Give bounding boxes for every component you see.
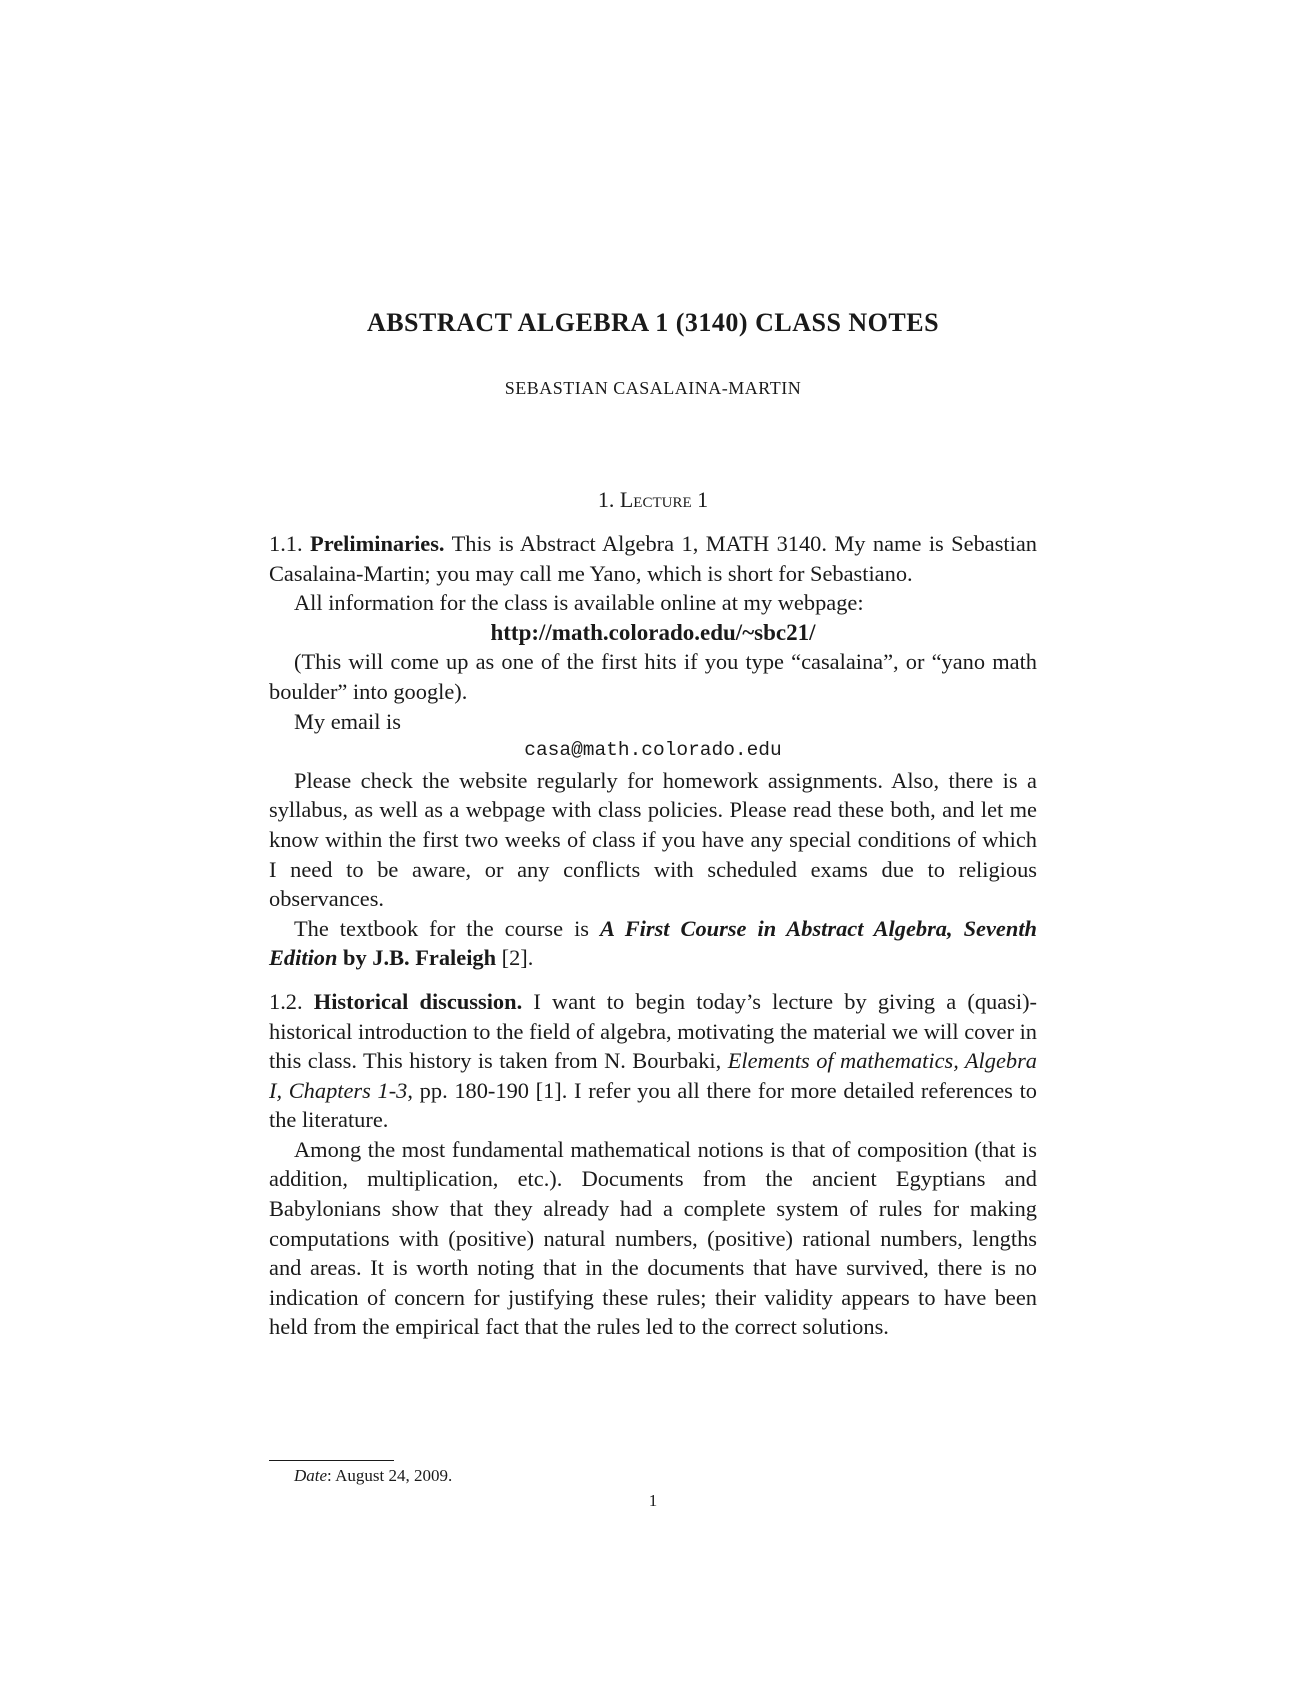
paragraph: Please check the website regularly for homework assignments. Also, there is a syllabus, as well as a webpage with class policies. Please read these both, and let me know within the first two weeks of class if you have any special conditions of which I need to be aware, or any conflicts with scheduled exams due to religious observances. xyxy=(269,767,1037,912)
footnote xyxy=(294,1466,452,1486)
reference-title: Elements of mathematics, Algebra I, Chapters 1-3 xyxy=(269,1048,1038,1103)
subsection-number: 1.2. xyxy=(269,988,303,1014)
footnote-text: : August 24, 2009. xyxy=(327,1466,453,1485)
page-number: 1 xyxy=(648,1491,658,1510)
paper-title: ABSTRACT ALGEBRA 1 (3140) CLASS NOTES xyxy=(366,308,940,337)
paragraph: All information for the class is available online at my webpage: xyxy=(294,590,864,616)
textbook-title: A First Course in Abstract Algebra, Seventh Edition xyxy=(269,915,1037,971)
section-number: 1. xyxy=(597,487,615,512)
paragraph: My email is xyxy=(294,708,401,734)
paragraph-post: , pp. 180-190 [1]. I refer you all there for more detailed references to the literature. xyxy=(269,1077,1037,1133)
paragraph: Among the most fundamental mathematical notions is that of composition (that is addition, multiplication, etc.). Documents from the ancient Egyptians and Babylonians show that they already had a complete system of rules for making computations with (positive) natural numbers, (positive) rational numbers, lengths and areas. It is worth noting that in the documents that have survived, there is no indication of concern for justifying these rules; their validity appears to have been held from the empirical fact that the rules led to the correct solutions. xyxy=(269,1136,1037,1340)
paragraph-textbook xyxy=(269,914,1037,973)
textbook-intro: The textbook for the course is xyxy=(294,915,601,941)
subsection-preliminaries xyxy=(269,529,1037,588)
footnote-rule xyxy=(269,1460,394,1461)
subsection-title: Historical discussion. xyxy=(313,988,523,1014)
footnote-label: Date xyxy=(294,1466,328,1485)
textbook-author: by J.B. Fraleigh xyxy=(337,945,497,971)
paragraph: (This will come up as one of the first hits if you type “casalaina”, or “yano math boulder” into google). xyxy=(269,649,1037,704)
subsection-historical xyxy=(269,987,1037,1135)
paragraph: This is Abstract Algebra 1, MATH 3140. My name is Sebastian Casalaina-Martin; you may call me Yano, which is short for Sebastiano. xyxy=(269,531,1037,586)
webpage-url: http://math.colorado.edu/~sbc21/ xyxy=(490,619,816,645)
section-heading xyxy=(0,487,1306,513)
paragraph-intro: I want to begin today’s lecture by giving a (quasi)-historical introduction to the field of algebra, motivating the material we will cover in this class. This history is taken from N. Bourbaki, xyxy=(269,988,1038,1074)
author-name: SEBASTIAN CASALAINA-MARTIN xyxy=(504,378,802,398)
email-address: casa@math.colorado.edu xyxy=(524,739,782,762)
subsection-title: Preliminaries. xyxy=(310,531,445,556)
body-text xyxy=(269,529,1037,1342)
citation: [2]. xyxy=(496,945,534,971)
subsection-number: 1.1. xyxy=(269,531,303,556)
section-title: Lecture 1 xyxy=(619,487,709,512)
